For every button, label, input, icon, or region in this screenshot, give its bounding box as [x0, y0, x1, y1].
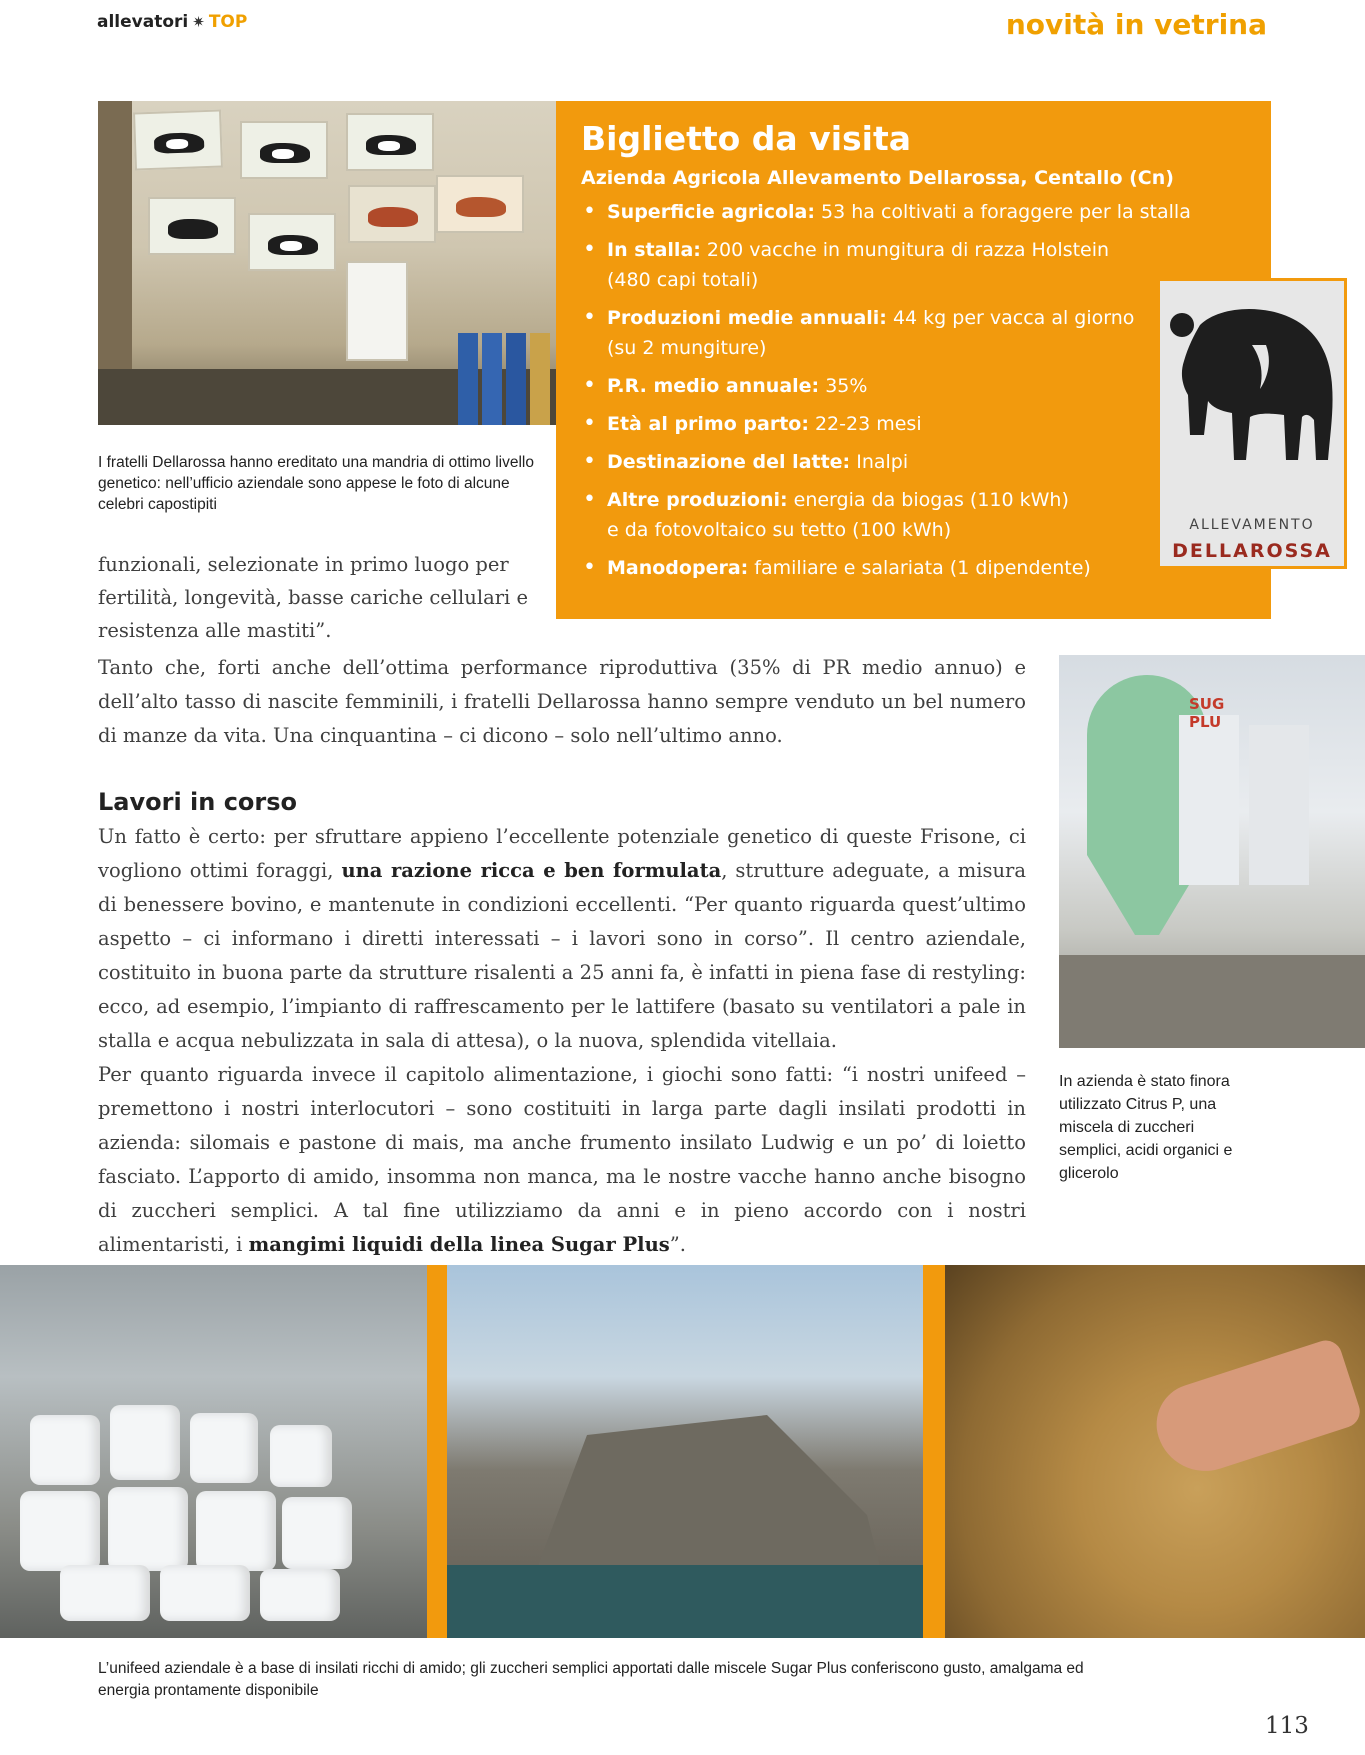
bottom-photos-caption: L’unifeed aziendale è a base di insilati ricchi di amido; gli zuccheri semplici apportati dalle miscele Sugar Plus conferiscono gusto, amalgama ed energia prontamente disponibile: [98, 1660, 1084, 1699]
bales-photo: [0, 1265, 427, 1638]
intro-column-text: funzionali, selezionate in primo luogo per fertilità, longevità, basse cariche cellulari e resistenza alle mastiti”.: [98, 553, 528, 642]
section-heading: Lavori in corso: [98, 788, 298, 816]
section-top-label: TOP: [208, 12, 248, 32]
logo-text-line1: ALLEVAMENTO: [1189, 517, 1315, 533]
card-subtitle: Azienda Agricola Allevamento Dellarossa, Centallo (Cn): [581, 167, 1174, 189]
section-paragraph-2: Per quanto riguarda invece il capitolo alimentazione, i giochi sono fatti: “i nostri unifeed – premettono i nostri interlocutori – sono costituiti in larga parte dagli insilati prodotti in azienda: silomais e pastone di mais, ma anche frumento insilato Ludwig e un po’ di loietto fasciato. L’apporto di amido, insomma non manca, ma le nostre vacche hanno anche bisogno di zuccheri semplici. A tal fine utilizziamo da anni e in pieno accordo con i nostri alimentaristi, i mangimi liquidi della linea Sugar Plus”.: [98, 1063, 1026, 1256]
intro-full-text: Tanto che, forti anche dell’ottima performance riproduttiva (35% di PR medio annuo) e dell’alto tasso di nascite femminili, i fratelli Dellarossa hanno sempre venduto un bel numero di manze da vita. Una cinquantina – ci dicono – solo nell’ultimo anno.: [98, 656, 1026, 747]
running-header-right: novità in vetrina: [1005, 8, 1267, 41]
office-photo: [98, 101, 556, 425]
card-item: • Altre produzioni: energia da biogas (110 kWh) e da fotovoltaico su tetto (100 kWh): [581, 485, 1247, 545]
bold-phrase: una razione ricca e ben formulata: [341, 859, 722, 882]
hand-silage-photo: [945, 1265, 1365, 1638]
silo-sign: SUG PLU: [1189, 695, 1225, 731]
cow-silhouette-icon: [1160, 285, 1344, 485]
card-item: • Età al primo parto: 22-23 mesi: [581, 409, 1247, 439]
card-item: • Superficie agricola: 53 ha coltivati a foraggere per la stalla: [581, 197, 1247, 227]
farm-logo: [1157, 278, 1347, 569]
card-item: • Destinazione del latte: Inalpi: [581, 447, 1247, 477]
card-item: • Manodopera: familiare e salariata (1 dipendente): [581, 553, 1247, 583]
card-item: • Produzioni medie annuali: 44 kg per vacca al giorno (su 2 mungiture): [581, 303, 1247, 363]
card-facts-list: [581, 197, 1247, 583]
card-title: Biglietto da visita: [581, 119, 911, 158]
logo-text-line2: DELLAROSSA: [1172, 540, 1332, 562]
card-item: • P.R. medio annuale: 35%: [581, 371, 1247, 401]
bold-phrase: mangimi liquidi della linea Sugar Plus: [248, 1233, 670, 1256]
page-number: 113: [1265, 1713, 1309, 1739]
photo-divider: [427, 1265, 447, 1638]
silos-photo-caption: In azienda è stato finora utilizzato Citrus P, una miscela di zuccheri semplici, acidi organici e glicerolo: [1059, 1073, 1233, 1182]
section-paragraph-1: Un fatto è certo: per sfruttare appieno l’eccellente potenziale genetico di queste Frisone, ci vogliono ottimi foraggi, una razione ricca e ben formulata, strutture adeguate, a misura di benessere bovino, e mantenute in condizioni eccellenti. “Per quanto riguarda quest’ultimo aspetto – ci informano i diretti interessati – i lavori sono in corso”. Il centro aziendale, costituito in buona parte da strutture risalenti a 25 anni fa, è infatti in piena fase di restyling: ecco, ad esempio, l’impianto di raffrescamento per le lattifere (basato su ventilatori a pale in stalla e acqua nebulizzata in sala di attesa), o la nuova, splendida vitellaia.: [98, 825, 1026, 1052]
card-item: • In stalla: 200 vacche in mungitura di razza Holstein (480 capi totali): [581, 235, 1247, 295]
silos-photo: [1059, 655, 1365, 1048]
silage-pile-photo: [447, 1265, 923, 1638]
running-header-left: [97, 12, 247, 32]
section-label: allevatori: [97, 12, 189, 32]
office-photo-caption: I fratelli Dellarossa hanno ereditato una mandria di ottimo livello genetico: nell’ufficio aziendale sono appese le foto di alcune celebri capostipiti: [98, 454, 534, 513]
photo-divider: [923, 1265, 945, 1638]
star-icon: ✷: [192, 13, 205, 31]
